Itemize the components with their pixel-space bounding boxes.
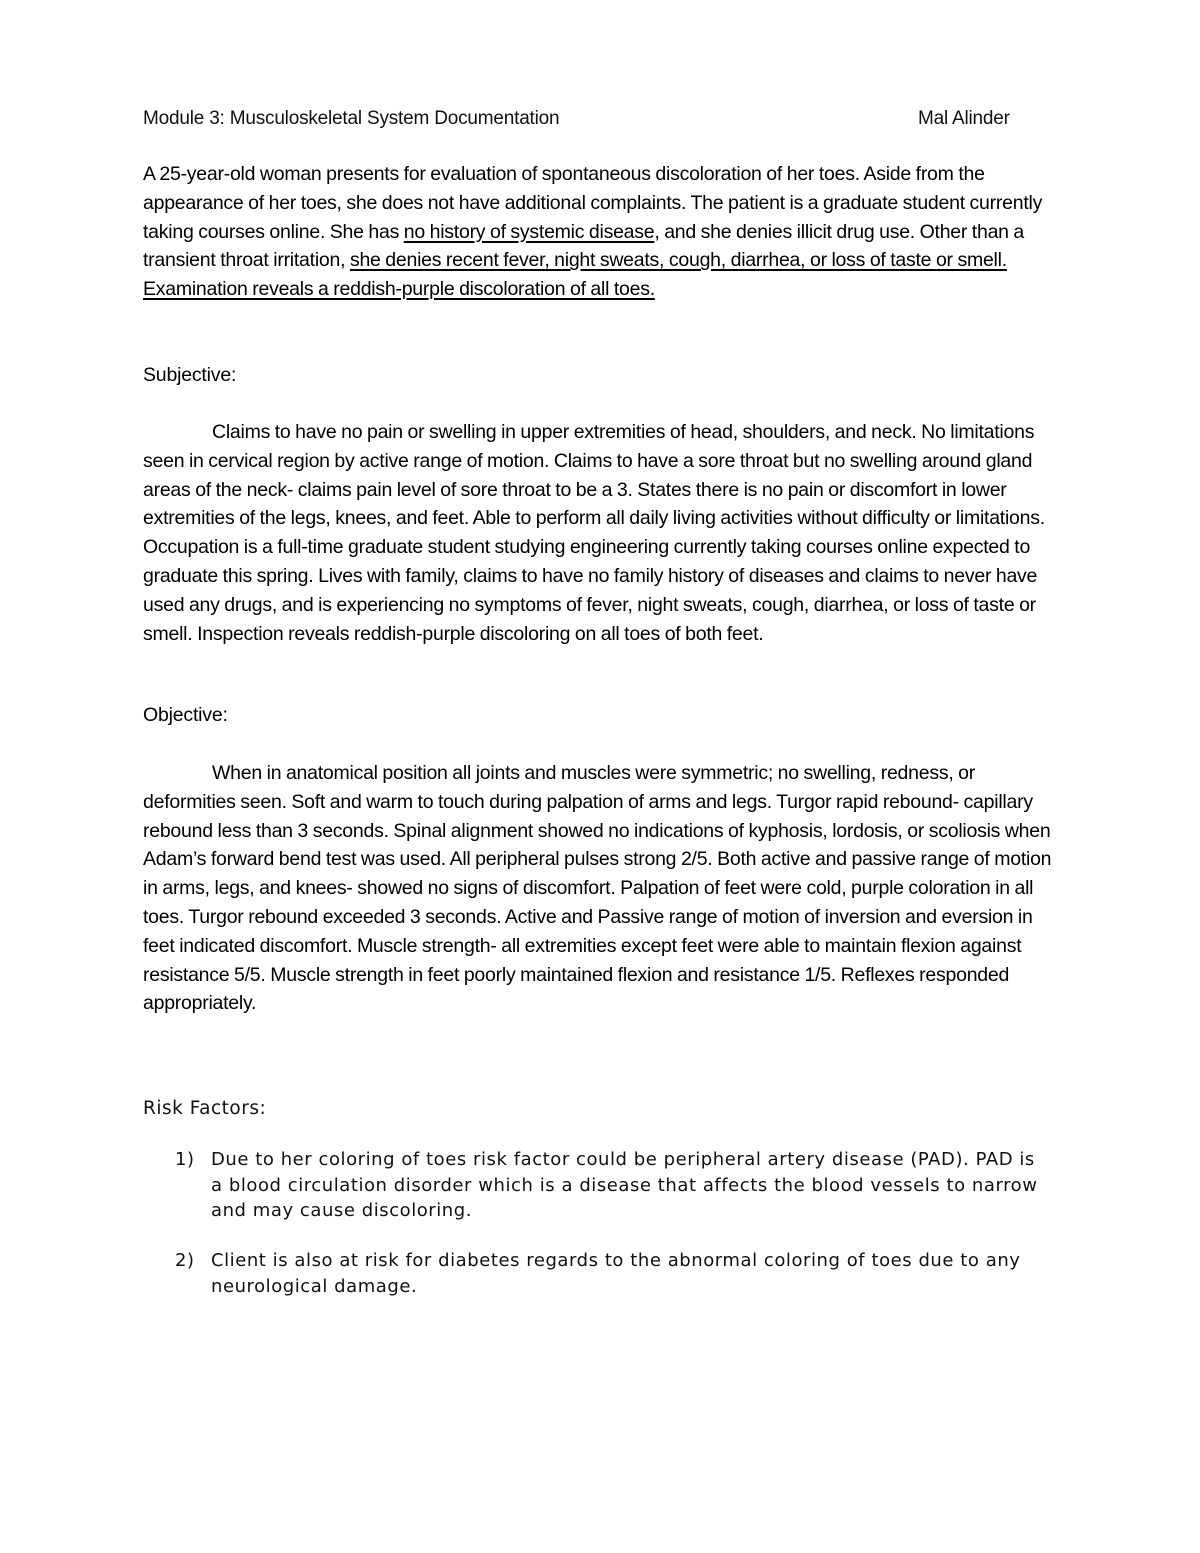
author-name: Mal Alinder [918,108,1010,129]
risk-factors-list-continued [143,1248,1043,1299]
list-item-number: 1) [175,1149,195,1170]
intro-underlined-text-1: no history of systemic disease [403,220,655,243]
list-item-number: 2) [175,1250,195,1271]
subjective-heading: Subjective: [143,364,237,386]
risk-factors-list [143,1147,1043,1224]
intro-text-part-1: A 25-year-old woman presents for evaluation of spontaneous discoloration of her toes. Aside from the appearance of her toes, she does not have additional complaints. The patient is a graduate student currently taking courses online. She has [143,163,1043,243]
case-intro-paragraph [143,160,1063,304]
risk-factors-heading: Risk Factors: [143,1098,267,1119]
list-item-text: Client is also at risk for diabetes regards to the abnormal coloring of toes due to any neurological damage. [211,1250,1021,1297]
list-item [143,1147,1043,1224]
objective-paragraph: When in anatomical position all joints and muscles were symmetric; no swelling, redness, or deformities seen. Soft and warm to touch during palpation of arms and legs. Turgor rapid rebound- capillary rebound less than 3 seconds. Spinal alignment showed no indications of kyphosis, lordosis, or scoliosis when Adam’s forward bend test was used. All peripheral pulses strong 2/5. Both active and passive range of motion in arms, legs, and knees- showed no signs of discomfort. Palpation of feet were cold, purple coloration in all toes. Turgor rebound exceeded 3 seconds. Active and Passive range of motion of inversion and eversion in feet indicated discomfort. Muscle strength- all extremities except feet were able to maintain flexion against resistance 5/5. Muscle strength in feet poorly maintained flexion and resistance 1/5. Reflexes responded appropriately. [143,762,1052,1015]
list-item-text: Due to her coloring of toes risk factor could be peripheral artery disease (PAD). PAD is a blood circulation disorder which is a disease that affects the blood vessels to narrow and may cause discoloring. [211,1149,1038,1222]
document-title: Module 3: Musculoskeletal System Documentation [143,108,560,129]
document-header [143,108,1023,130]
list-item [143,1248,1043,1299]
intro-underlined-text-2: she denies recent fever, night sweats, cough, diarrhea, or loss of taste or smell. Examination reveals a reddish-purple discoloration of all toes. [143,249,1007,301]
objective-heading: Objective: [143,704,228,726]
subjective-paragraph: Claims to have no pain or swelling in upper extremities of head, shoulders, and neck. No limitations seen in cervical region by active range of motion. Claims to have a sore throat but no swelling around gland areas of the neck- claims pain level of sore throat to be a 3. States there is no pain or discomfort in lower extremities of the legs, knees, and feet. Able to perform all daily living activities without difficulty or limitations. Occupation is a full-time graduate student studying engineering currently taking courses online expected to graduate this spring. Lives with family, claims to have no family history of diseases and claims to never have used any drugs, and is experiencing no symptoms of fever, night sweats, cough, diarrhea, or loss of taste or smell. Inspection reveals reddish-purple discoloring on all toes of both feet. [143,421,1045,645]
intro-text-part-2: , and she denies illicit drug use. Other than a transient throat irritation, [143,220,1025,272]
